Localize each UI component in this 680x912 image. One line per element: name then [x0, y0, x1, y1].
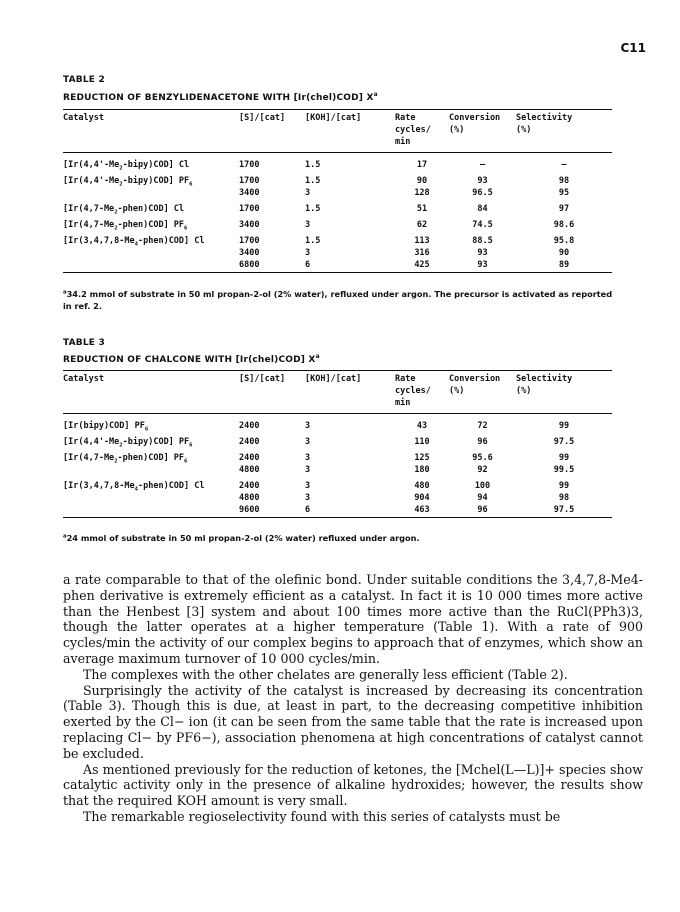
- table2-title: [63, 93, 378, 103]
- table-row: [63, 448, 612, 464]
- table3-header-koh-cat: [KOH]/[cat]: [305, 371, 395, 386]
- s-cat-cell: 1700: [239, 204, 260, 214]
- table2-header-rate-min: min: [395, 136, 449, 153]
- table3-header-catalyst: Catalyst: [63, 371, 239, 386]
- conversion-cell: 95.6: [472, 453, 493, 463]
- table2-header-koh-cat: [KOH]/[cat]: [305, 110, 395, 125]
- table2-header-selectivity: Selectivity: [516, 110, 612, 125]
- table2-header-conversion: Conversion: [449, 110, 516, 125]
- table-row: [63, 464, 612, 476]
- table2-footnote-text: 34.2 mmol of substrate in 50 ml propan-2-ol (2% water), refluxed under argon. The precursor is activated as reported in ref. 2.: [63, 289, 613, 311]
- rate-cell: 180: [414, 465, 430, 475]
- table3-footnote-text: 24 mmol of substrate in 50 ml propan-2-ol (2% water) refluxed under argon.: [66, 533, 420, 543]
- selectivity-cell: 98.6: [553, 220, 575, 230]
- conversion-cell: 96: [449, 504, 516, 518]
- catalyst-cell: [63, 247, 239, 259]
- s-cat-cell: 2400: [239, 421, 260, 431]
- catalyst-cell: $[Ir(4,4'-Me_2-bipy)COD]$ Cl: [63, 160, 190, 172]
- conversion-cell: 92: [477, 465, 488, 475]
- table-row: [63, 199, 612, 215]
- conversion-cell: 93: [449, 259, 516, 273]
- selectivity-cell: 99: [558, 481, 570, 491]
- catalyst-cell: $[Ir(4,4'-Me_2-bipy)COD]$ $PF_6$: [63, 437, 193, 449]
- table2-title-text: REDUCTION OF BENZYLIDENACETONE WITH [Ir(chel)COD] X: [63, 93, 374, 103]
- koh-cat-cell: 6: [305, 259, 395, 273]
- catalyst-cell: $[Ir(3,4,7,8-Me_4-phen)COD]$ Cl: [63, 236, 205, 248]
- table2-header-conversion-unit: (%): [449, 125, 465, 135]
- table-row: [63, 504, 612, 518]
- conversion-cell: 94: [477, 493, 488, 503]
- koh-cat-cell: 3: [305, 493, 311, 503]
- rate-cell: 128: [414, 188, 430, 198]
- rate-cell: 90: [416, 176, 428, 186]
- selectivity-cell: 95.8: [553, 236, 575, 246]
- selectivity-cell: 97: [558, 204, 570, 214]
- catalyst-cell: $[Ir(4,4'-Me_2-bipy)COD]$ $PF_6$: [63, 176, 193, 188]
- s-cat-cell: 4800: [239, 465, 260, 475]
- table3-header-rate-unit: cycles/: [395, 386, 431, 396]
- table2-header-rate: Rate: [395, 110, 449, 125]
- body-paragraph: a rate comparable to that of the olefinic bond. Under suitable conditions the 3,4,7,8-Me4-phen derivative is extremely efficient as a catalyst. In fact it is 10 000 times more active than the Henbest [3] system and about 100 times more active than the RuCl(PPh3)3, though the latter operates at a higher temperature (Table 1). With a rate of 900 cycles/min the activity of our complex begins to approach that of enzymes, which show an average maximum turnover of 10 000 cycles/min.: [63, 572, 643, 666]
- koh-cat-cell: 1.5: [305, 236, 321, 246]
- selectivity-cell: 99: [558, 453, 570, 463]
- conversion-cell: 96.5: [472, 188, 493, 198]
- table3-footnote: [63, 532, 623, 544]
- koh-cat-cell: 1.5: [305, 176, 321, 186]
- table2-footnote: [63, 288, 623, 312]
- table3-header-s-cat: [S]/[cat]: [239, 371, 305, 386]
- table3-header-selectivity: Selectivity: [516, 371, 612, 386]
- table-row: [63, 476, 612, 492]
- catalyst-cell: [63, 259, 239, 273]
- s-cat-cell: 4800: [239, 493, 260, 503]
- table3-header-conversion: Conversion: [449, 371, 516, 386]
- catalyst-cell: [63, 492, 239, 504]
- catalyst-cell: [63, 464, 239, 476]
- conversion-cell: —: [479, 160, 486, 170]
- catalyst-cell: [Ir(bipy)COD] $PF_6$: [63, 421, 149, 433]
- rate-cell: 62: [416, 220, 428, 230]
- table2-title-sup: a: [373, 92, 378, 98]
- selectivity-cell: 97.5: [553, 437, 575, 447]
- conversion-cell: 74.5: [472, 220, 493, 230]
- table3-footnote-mark: a: [63, 533, 67, 540]
- body-paragraph: Surprisingly the activity of the catalyst is increased by decreasing its concentration (Table 3). Though this is due, at least in part, to the decreasing competitive inhibition exerted by the Cl− ion (it can be seen from the same table that the rate is increased upon replacing Cl− by PF6−), association phenomena at high concentrations of catalyst cannot be excluded.: [63, 682, 643, 761]
- conversion-cell: 84: [477, 204, 488, 214]
- table2-label: TABLE 2: [63, 75, 105, 85]
- conversion-cell: 96: [477, 437, 488, 447]
- s-cat-cell: 2400: [239, 437, 260, 447]
- catalyst-cell: [63, 504, 239, 518]
- koh-cat-cell: 1.5: [305, 204, 321, 214]
- selectivity-cell: —: [561, 160, 567, 170]
- selectivity-cell: 98: [558, 176, 570, 186]
- koh-cat-cell: 3: [305, 421, 311, 431]
- body-paragraph: The complexes with the other chelates are generally less efficient (Table 2).: [83, 666, 568, 682]
- s-cat-cell: 9600: [239, 504, 305, 518]
- selectivity-cell: 89: [516, 259, 612, 273]
- catalyst-cell: $[Ir(4,7-Me_2-phen)COD]$ Cl: [63, 204, 185, 216]
- table3-header-conversion-unit: (%): [449, 386, 465, 396]
- conversion-cell: 88.5: [472, 236, 493, 246]
- rate-cell: 125: [414, 453, 430, 463]
- table2-header-rate-unit: cycles/: [395, 125, 431, 135]
- selectivity-cell: 98: [558, 493, 570, 503]
- rate-cell: 480: [414, 481, 430, 491]
- catalyst-cell: [63, 187, 239, 199]
- table2-header-catalyst: Catalyst: [63, 110, 239, 125]
- s-cat-cell: 1700: [239, 236, 260, 246]
- table3: [63, 370, 612, 518]
- table2: [63, 109, 612, 273]
- s-cat-cell: 2400: [239, 453, 260, 463]
- table2-footnote-mark: a: [63, 289, 67, 296]
- selectivity-cell: 97.5: [516, 504, 612, 518]
- catalyst-cell: $[Ir(3,4,7,8-Me_4-phen)COD]$ Cl: [63, 481, 205, 493]
- table3-title-text: REDUCTION OF CHALCONE WITH [Ir(chel)COD] X: [63, 355, 316, 365]
- koh-cat-cell: 3: [305, 248, 311, 258]
- rate-cell: 425: [395, 259, 449, 273]
- koh-cat-cell: 3: [305, 220, 311, 230]
- table-row: [63, 414, 612, 433]
- table3-header-rate: Rate: [395, 371, 449, 386]
- table-row: [63, 231, 612, 247]
- table-row: [63, 432, 612, 448]
- s-cat-cell: 3400: [239, 220, 260, 230]
- rate-cell: 904: [414, 493, 430, 503]
- s-cat-cell: 2400: [239, 481, 260, 491]
- koh-cat-cell: 3: [305, 437, 311, 447]
- table3-header-rate-min: min: [395, 397, 449, 414]
- koh-cat-cell: 3: [305, 465, 311, 475]
- s-cat-cell: 1700: [239, 160, 260, 170]
- body-text: [63, 572, 643, 825]
- rate-cell: 51: [416, 204, 428, 214]
- table-row: [63, 153, 612, 172]
- table-row: [63, 492, 612, 504]
- table2-header-s-cat: [S]/[cat]: [239, 110, 305, 125]
- conversion-cell: 93: [477, 176, 488, 186]
- koh-cat-cell: 1.5: [305, 160, 321, 170]
- table-row: [63, 215, 612, 231]
- rate-cell: 113: [414, 236, 430, 246]
- selectivity-cell: 90: [558, 248, 570, 258]
- conversion-cell: 93: [477, 248, 488, 258]
- conversion-cell: 100: [474, 481, 491, 491]
- koh-cat-cell: 3: [305, 188, 311, 198]
- table-row: [63, 171, 612, 187]
- table2-header-selectivity-unit: (%): [516, 125, 532, 135]
- rate-cell: 316: [414, 248, 430, 258]
- s-cat-cell: 3400: [239, 188, 260, 198]
- catalyst-cell: $[Ir(4,7-Me_2-phen)COD]$ $PF_6$: [63, 220, 188, 232]
- rate-cell: 17: [416, 160, 428, 170]
- body-paragraph: The remarkable regioselectivity found with this series of catalysts must be: [83, 808, 561, 824]
- table3-title-sup: a: [315, 354, 320, 360]
- s-cat-cell: 1700: [239, 176, 260, 186]
- body-paragraph: As mentioned previously for the reduction of ketones, the [Mchel(L—L)]+ species show catalytic activity only in the presence of alkaline hydroxides; however, the results show that the required KOH amount is very small.: [63, 761, 643, 809]
- page-number: C11: [620, 41, 646, 55]
- koh-cat-cell: 3: [305, 481, 311, 491]
- selectivity-cell: 99: [558, 421, 570, 431]
- table-row: [63, 259, 612, 273]
- table3-title: [63, 355, 320, 365]
- table3-header-selectivity-unit: (%): [516, 386, 532, 396]
- s-cat-cell: 3400: [239, 248, 260, 258]
- catalyst-cell: $[Ir(4,7-Me_2-phen)COD]$ $PF_6$: [63, 453, 188, 465]
- table-row: [63, 187, 612, 199]
- s-cat-cell: 6800: [239, 259, 305, 273]
- rate-cell: 110: [414, 437, 430, 447]
- selectivity-cell: 99.5: [553, 465, 575, 475]
- table-row: [63, 247, 612, 259]
- conversion-cell: 72: [477, 421, 488, 431]
- koh-cat-cell: 3: [305, 453, 311, 463]
- koh-cat-cell: 6: [305, 504, 395, 518]
- rate-cell: 43: [416, 421, 428, 431]
- table3-label: TABLE 3: [63, 338, 105, 348]
- selectivity-cell: 95: [558, 188, 570, 198]
- rate-cell: 463: [395, 504, 449, 518]
